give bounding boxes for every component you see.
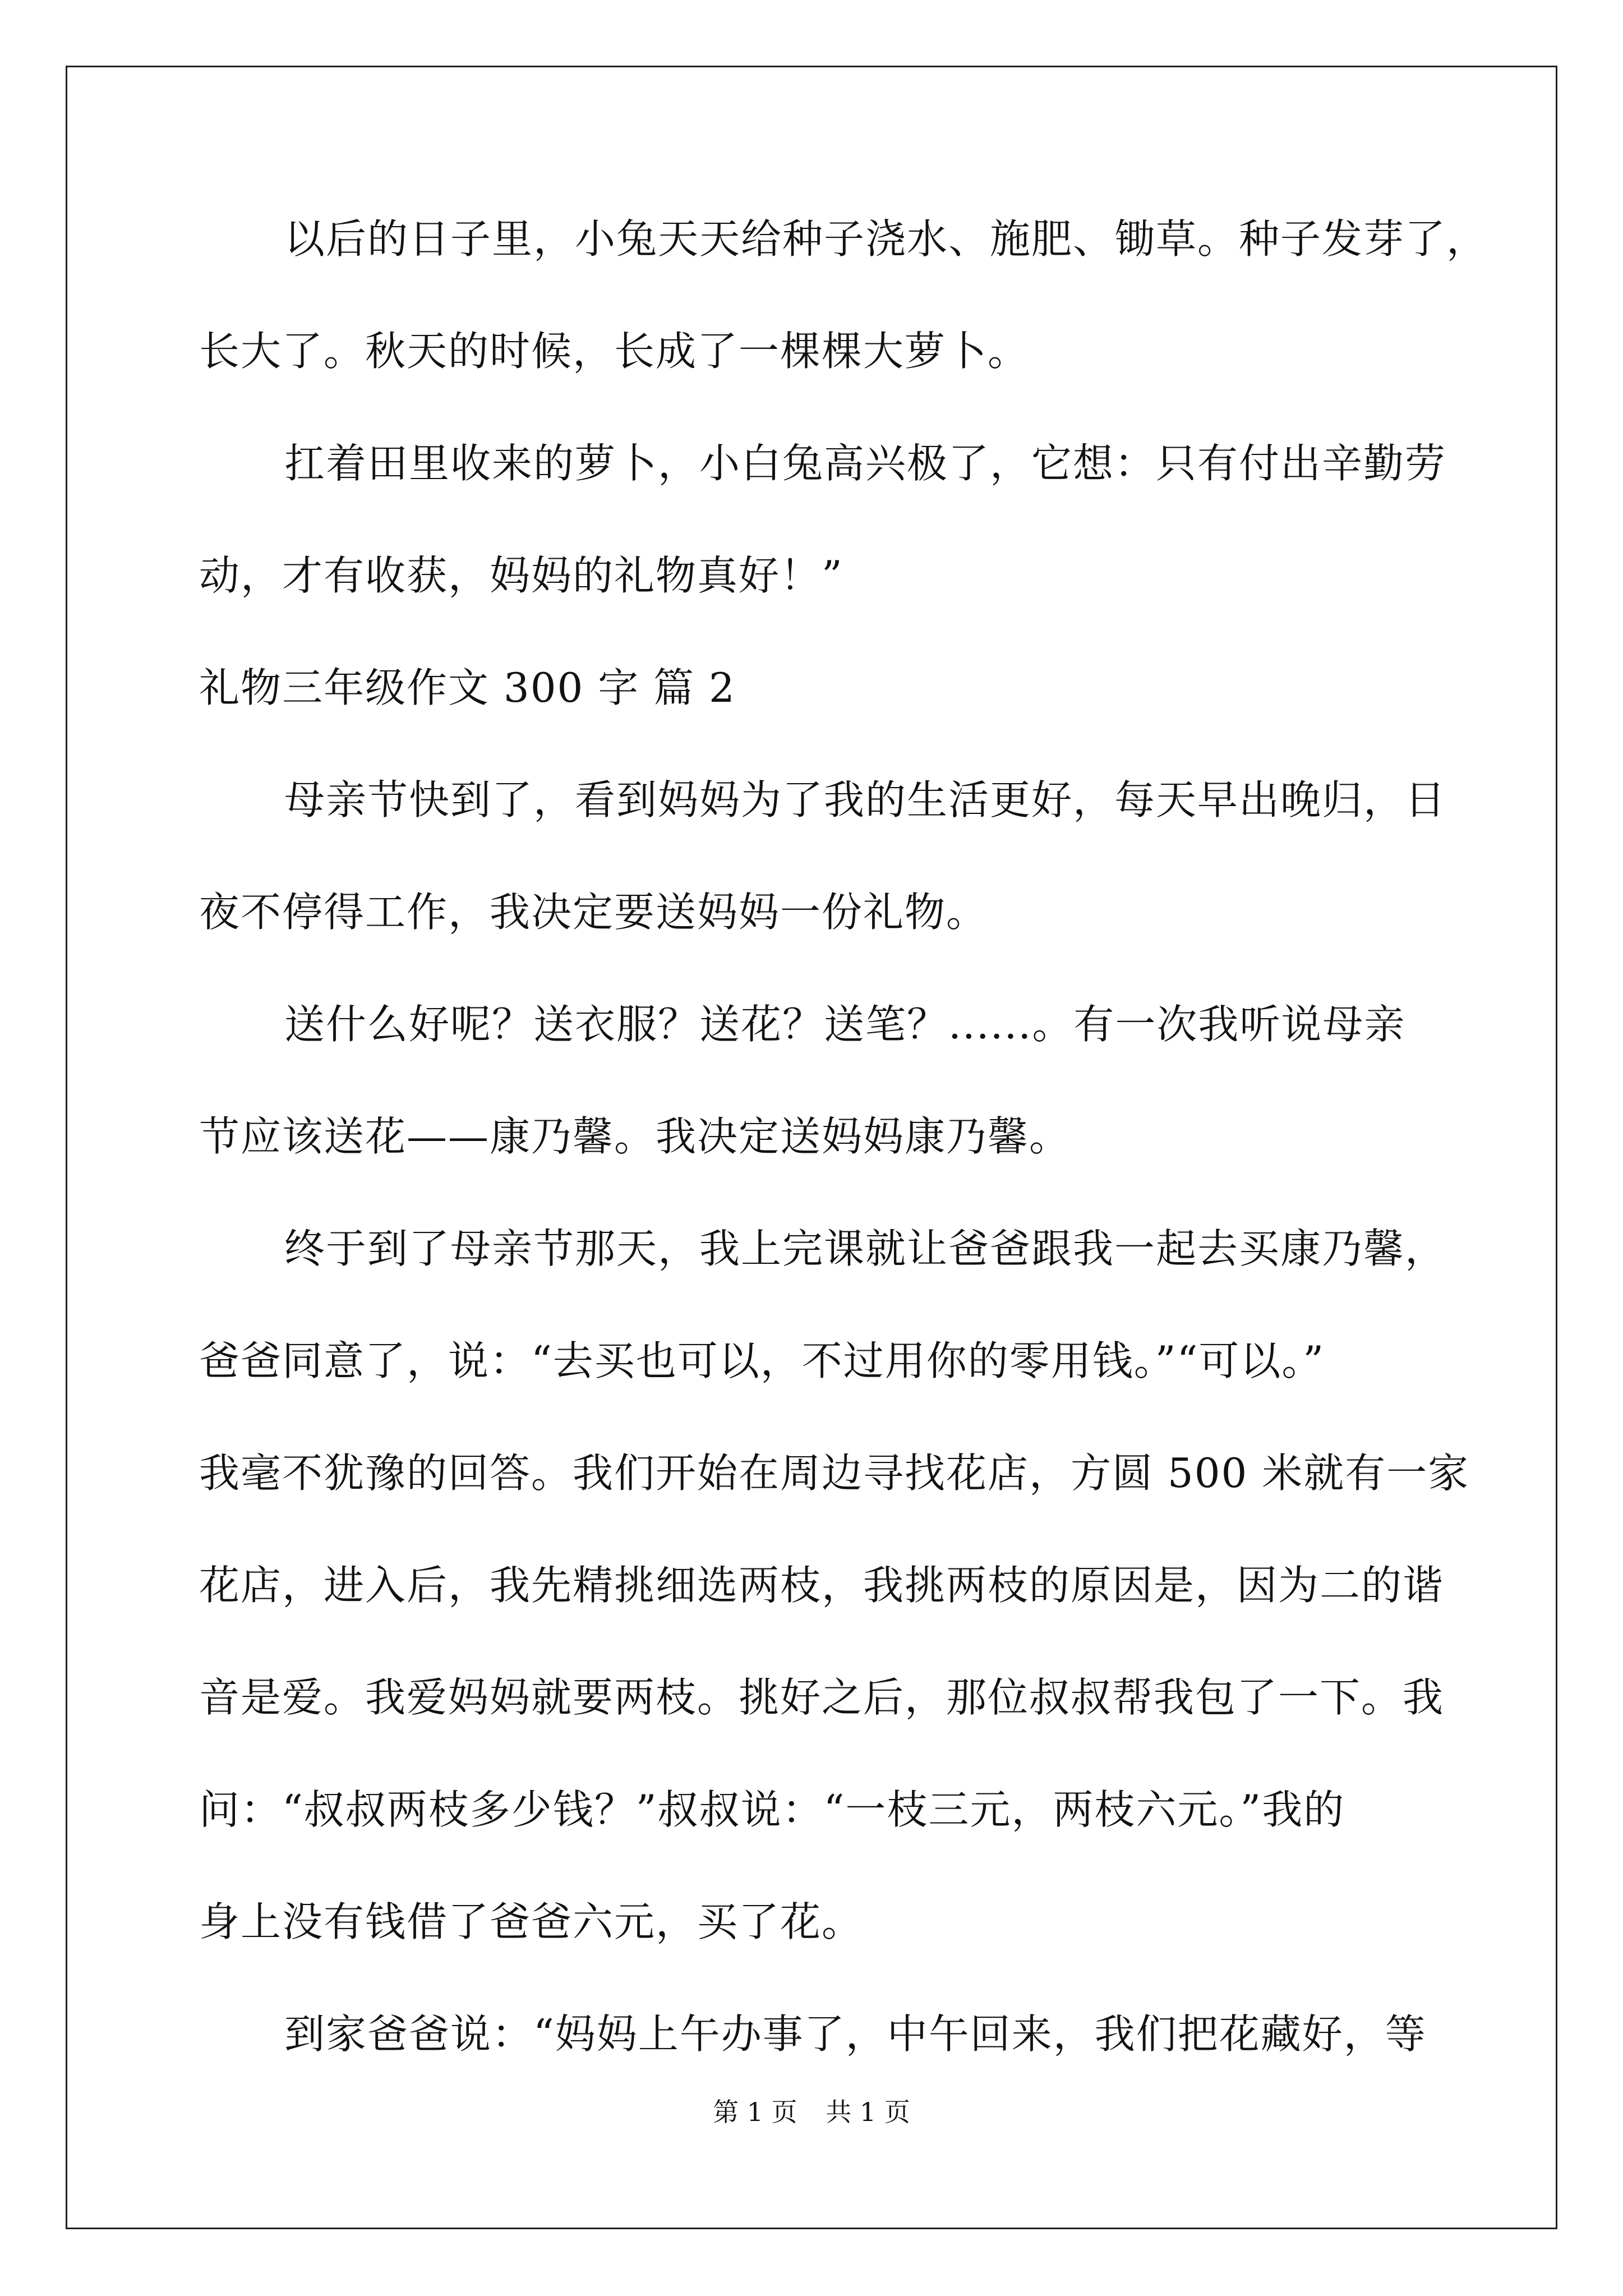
- section-heading: 礼物三年级作文 300 字 篇 2: [199, 664, 736, 711]
- text-line: 我毫不犹豫的回答。我们开始在周边寻找花店，方圆 500 米就有一家: [199, 1450, 1470, 1497]
- text-line: 爸爸同意了，说：“去买也可以，不过用你的零用钱。”“可以。”: [199, 1337, 1325, 1384]
- text-line: 问：“叔叔两枝多少钱？”叔叔说：“一枝三元，两枝六元。”我的: [199, 1786, 1345, 1833]
- text-line: 音是爱。我爱妈妈就要两枝。挑好之后，那位叔叔帮我包了一下。我: [199, 1674, 1445, 1721]
- page-number: 第 1 页: [713, 2097, 797, 2127]
- text-line: 身上没有钱借了爸爸六元，买了花。: [199, 1898, 864, 1945]
- text-line: 到家爸爸说：“妈妈上午办事了，中午回来，我们把花藏好，等: [284, 2010, 1427, 2058]
- page-footer: [0, 2095, 1623, 2129]
- text-line: 长大了。秋天的时候，长成了一棵棵大萝卜。: [199, 328, 1030, 375]
- text-line: 终于到了母亲节那天，我上完课就让爸爸跟我一起去买康乃馨，: [284, 1225, 1447, 1272]
- text-line: 节应该送花——康乃馨。我决定送妈妈康乃馨。: [199, 1113, 1071, 1160]
- text-line: 母亲节快到了，看到妈妈为了我的生活更好，每天早出晚归，日: [284, 776, 1447, 823]
- text-line: 夜不停得工作，我决定要送妈妈一份礼物。: [199, 889, 988, 936]
- text-line: 动，才有收获，妈妈的礼物真好！”: [199, 552, 843, 599]
- page-total: 共 1 页: [826, 2097, 910, 2127]
- text-line: 以后的日子里，小兔天天给种子浇水、施肥、锄草。种子发芽了，: [284, 215, 1488, 263]
- text-line: 扛着田里收来的萝卜，小白兔高兴极了，它想：只有付出辛勤劳: [284, 440, 1447, 487]
- document-body: [199, 210, 1488, 2118]
- text-line: 送什么好呢？送衣服？送花？送笔？......。有一次我听说母亲: [284, 1001, 1406, 1048]
- text-line: 花店，进入后，我先精挑细选两枝，我挑两枝的原因是，因为二的谐: [199, 1562, 1445, 1609]
